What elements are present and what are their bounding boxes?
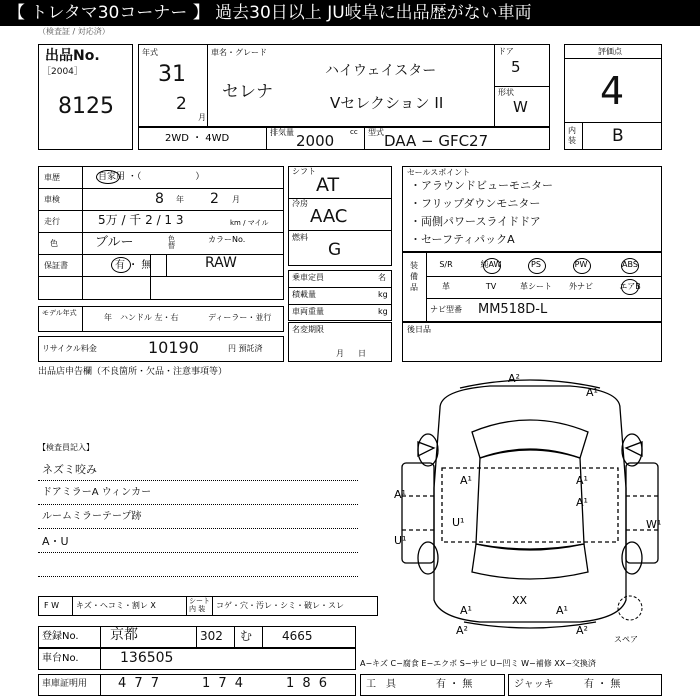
chassis-value: 136505 — [120, 650, 174, 666]
shift-value: AT — [316, 174, 340, 196]
chassis-row — [38, 648, 356, 670]
model-code-value: DAA − GFC27 — [384, 132, 489, 150]
registration-number: 4665 — [282, 629, 313, 643]
inspector-lines — [38, 456, 358, 592]
cert-height: 1 8 6 — [286, 676, 330, 691]
shape-value: W — [513, 98, 528, 116]
doors-value: 5 — [511, 58, 521, 76]
equipment-item: 革シート — [520, 282, 552, 291]
recycle-unit: 円 預託済 — [228, 344, 263, 353]
inspector-note: A・U — [42, 535, 69, 548]
registration-label: 登録No. — [42, 631, 79, 642]
damage-mark: W¹ — [646, 518, 662, 531]
year-month-unit: 月 — [198, 113, 206, 122]
damage-mark: A¹ — [460, 474, 472, 487]
year-month: 2 — [176, 94, 187, 114]
jack-label: ジャッキ — [514, 679, 554, 690]
shift-label: シフト — [292, 167, 316, 176]
weight-unit: kg — [378, 307, 388, 316]
aftermarket-label: 後日品 — [407, 325, 431, 334]
model-code-label: 型式 — [368, 128, 384, 137]
cert-length: 4 7 7 — [118, 676, 162, 691]
interior-label: 内装 — [568, 126, 576, 145]
equipment-circle-mark — [573, 258, 591, 274]
sale-points-label: セールスポイント — [407, 168, 471, 177]
fw-label: F W — [44, 601, 60, 610]
registration-class: 302 — [200, 629, 223, 643]
cert-label: 車庫証明用 — [42, 679, 88, 689]
mileage-unit: km / マイル — [230, 219, 269, 227]
inspection-year-unit: 年 — [176, 195, 184, 204]
damage-mark: A¹ — [394, 488, 406, 501]
inspection-year: 8 — [155, 191, 164, 207]
damage-mark: A¹ — [576, 474, 588, 487]
capacity-unit: 名 — [378, 273, 386, 282]
damage-mark: U¹ — [452, 516, 465, 529]
handle-label: ハンドル 左・右 — [120, 313, 179, 322]
displacement-value: 2000 — [296, 132, 335, 150]
color-change-label: 色替 — [168, 235, 175, 250]
navi-label: ナビ型番 — [430, 305, 462, 314]
sale-point-item: ・セーフティパックA — [410, 233, 515, 246]
damage-legend: A−キズ C−腐食 E−エクボ S−サビ U−凹ミ W−補修 XX−交換済 — [360, 659, 596, 668]
equipment-label: 装備品 — [410, 261, 418, 293]
doors-label: ドア — [498, 47, 514, 56]
lot-number: 8125 — [58, 94, 114, 119]
displacement-label: 排気量 — [270, 128, 294, 137]
history-circle-mark — [96, 170, 120, 184]
equipment-item: PS — [531, 260, 541, 269]
inspector-note: ネズミ咬み — [42, 463, 97, 476]
name-change-label: 名変期限 — [292, 325, 324, 334]
color-code-label: カラーNo. — [208, 235, 246, 244]
spare-label: スペア — [614, 635, 638, 644]
car-roof — [476, 449, 584, 549]
fuel-label: 燃料 — [292, 233, 308, 242]
grade-2: Vセレクション II — [330, 94, 444, 112]
aftermarket-box — [402, 322, 662, 362]
header-fragment: （検査証 / 対応済） — [38, 27, 110, 36]
fw-text: キズ・ヘコミ・割レ X — [76, 601, 156, 610]
mirror-left — [418, 442, 434, 456]
wheel-fr — [622, 434, 642, 466]
car-body-outline — [434, 386, 626, 622]
interior-value: B — [612, 126, 624, 146]
registration-city: 京都 — [110, 627, 138, 643]
equipment-item: 純AW — [480, 260, 502, 269]
tools-label: 工 具 — [366, 679, 396, 690]
history-label: 車歴 — [44, 173, 60, 182]
load-unit: kg — [378, 290, 388, 299]
history-value: 自家用 ・（ ） — [98, 172, 205, 182]
wheel-rr — [622, 542, 642, 574]
model-year-unit: 年 — [104, 313, 112, 322]
damage-mark: XX — [512, 594, 528, 607]
stains-text: コゲ・穴・汚レ・シミ・破レ・スレ — [216, 601, 344, 610]
fuel-value: G — [328, 240, 342, 260]
equipment-item: S/R — [439, 260, 453, 269]
chassis-label: 車台No. — [42, 653, 79, 664]
dealer-label: ディーラー・並行 — [208, 313, 272, 322]
model-year-label: モデル年式 — [42, 309, 77, 317]
seat-label: シート内 装 — [189, 597, 210, 613]
recycle-label: リサイクル料金 — [42, 344, 97, 353]
name-change-unit: 月日 — [336, 349, 380, 358]
warranty-label: 保証書 — [44, 261, 68, 270]
equipment-circle-mark — [483, 258, 501, 274]
equipment-circle-mark — [621, 258, 639, 274]
damage-mark: A² — [508, 372, 520, 385]
mirror-right — [626, 442, 642, 456]
damage-mark: A¹ — [460, 604, 472, 617]
warranty-value: 有 ・ 無 — [115, 260, 152, 271]
rating-value: 4 — [600, 69, 625, 113]
registration-kana: む — [240, 629, 253, 643]
lot-year-tag: ［2004］ — [42, 67, 83, 77]
damage-mark: A² — [576, 624, 588, 637]
tools-value: 有 ・ 無 — [436, 679, 473, 690]
warranty-circle-mark — [111, 257, 131, 273]
load-label: 積載量 — [292, 290, 316, 299]
damage-mark: U¹ — [394, 534, 407, 547]
jack-value: 有 ・ 無 — [584, 679, 621, 690]
inspector-note: ドアミラーA ウィンカー — [42, 487, 152, 498]
equipment-item: 革 — [442, 282, 450, 291]
wheel-rl — [418, 542, 438, 574]
damage-mark: A¹ — [586, 386, 598, 399]
mileage-label: 走行 — [44, 217, 60, 226]
model-name: セレナ — [222, 82, 273, 102]
sale-point-item: ・アラウンドビューモニター — [410, 179, 553, 192]
lot-label: 出品No. — [45, 48, 100, 64]
damage-mark: A¹ — [576, 496, 588, 509]
aircon-label: 冷房 — [292, 199, 308, 208]
shape-label: 形状 — [498, 88, 514, 97]
left-side-panel — [402, 463, 434, 563]
right-side-panel — [626, 463, 658, 563]
name-label: 車名・グレード — [211, 48, 267, 57]
capacity-label: 乗車定員 — [292, 273, 324, 282]
weight-label: 車両重量 — [292, 307, 324, 316]
inspection-label: 車検 — [44, 195, 60, 204]
sale-point-item: ・フリップダウンモニター — [410, 197, 541, 210]
equipment-item: TV — [485, 282, 497, 291]
mileage-value: 5万 / 千 2 / 1 3 — [98, 213, 184, 227]
seller-note-label: 出品店申告欄（不良箇所・欠品・注意事項等） — [38, 367, 228, 377]
drive-label: 2WD ・ 4WD — [165, 133, 230, 144]
equipment-item: 外ナビ — [569, 282, 593, 291]
equipment-item: ABS — [622, 260, 638, 269]
equipment-circle-mark — [621, 279, 639, 295]
damage-mark: A² — [456, 624, 468, 637]
banner: 【 トレタマ30コーナー 】 過去30日以上 JU岐阜に出品歴がない車両 — [0, 0, 700, 26]
car-damage-diagram — [380, 368, 680, 648]
inspector-label: 【検査員記入】 — [38, 443, 94, 452]
navi-value: MM518D-L — [478, 302, 548, 317]
cert-width: 1 7 4 — [202, 676, 246, 691]
equipment-item: PW — [574, 260, 588, 269]
equipment-circle-mark — [528, 258, 546, 274]
inspector-note: ルームミラーテープ跡 — [42, 511, 142, 522]
windshield — [472, 420, 588, 458]
color-code: RAW — [205, 255, 237, 271]
equipment-item: エアB — [619, 282, 641, 291]
damage-mark: A¹ — [556, 604, 568, 617]
aircon-value: AAC — [310, 206, 348, 227]
inspection-month-unit: 月 — [232, 195, 240, 204]
recycle-value: 10190 — [148, 338, 199, 357]
info-table — [38, 166, 284, 300]
grade-1: ハイウェイスター — [325, 63, 437, 79]
wheel-fl — [418, 434, 438, 466]
rating-label: 評価点 — [598, 47, 622, 56]
displacement-unit: cc — [350, 128, 358, 136]
color-label: 色 — [50, 239, 58, 248]
year-era: 31 — [158, 62, 186, 87]
color-value: ブルー — [95, 235, 134, 250]
year-label: 年式 — [142, 48, 158, 57]
sale-point-item: ・両側パワースライドドア — [410, 215, 541, 228]
inspection-month: 2 — [210, 191, 219, 207]
